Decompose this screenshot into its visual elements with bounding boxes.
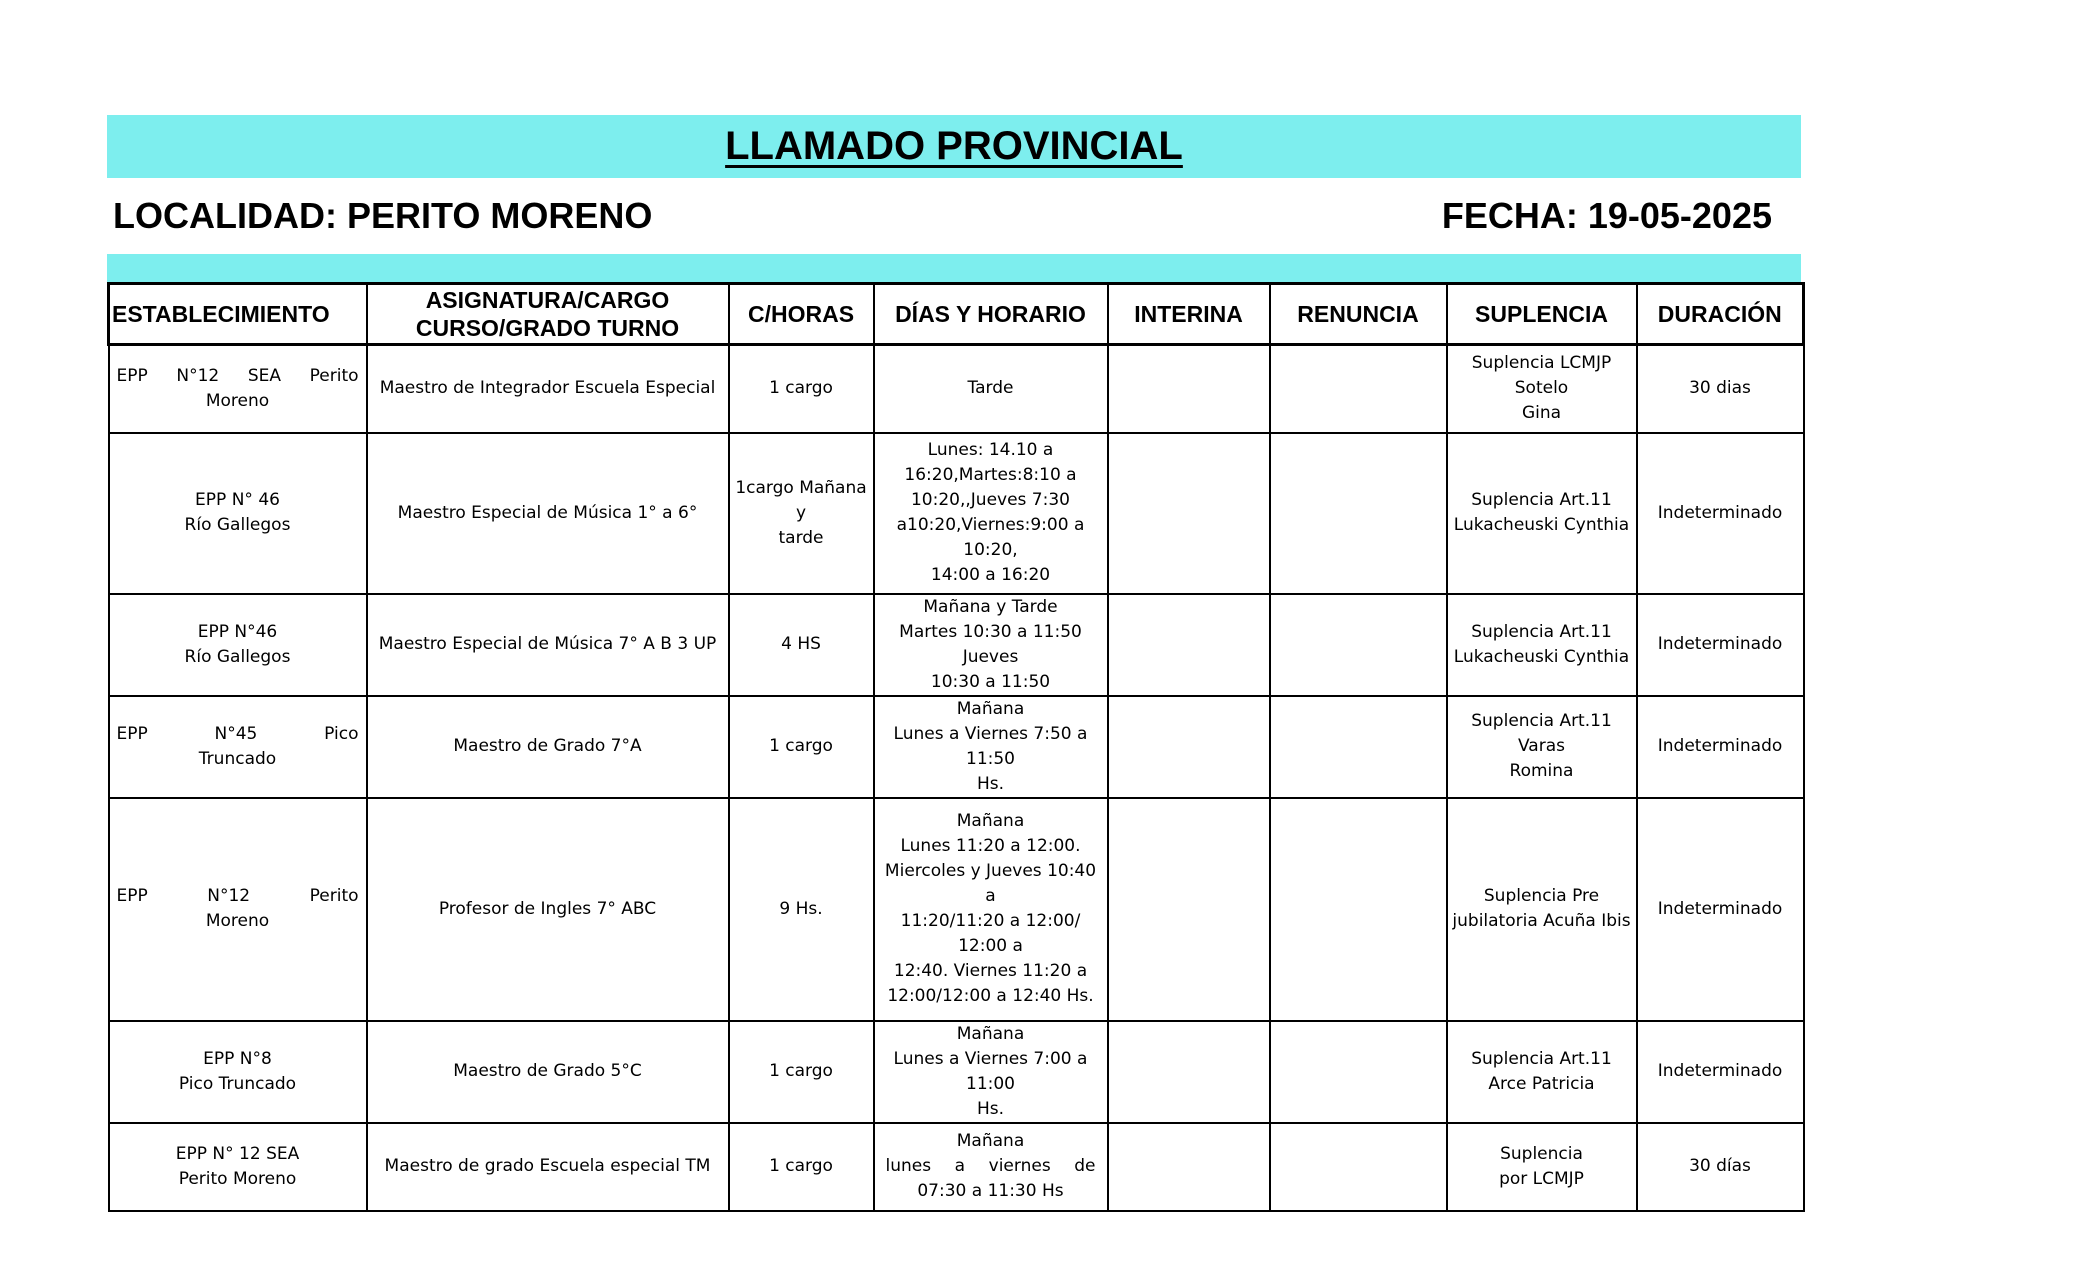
cell-duracion: 30 días [1637, 1123, 1804, 1211]
establecimiento-line2: Moreno [205, 390, 270, 411]
cell-renuncia [1270, 798, 1447, 1021]
suplencia-line2: jubilatoria Acuña Ibis [1452, 911, 1631, 931]
dias-line1: Mañana [956, 811, 1025, 831]
header-asignatura [367, 284, 729, 345]
cell-dias [874, 1123, 1108, 1211]
establecimiento-line1 [113, 364, 363, 389]
cell-renuncia [1270, 345, 1447, 433]
cell-duracion: Indeterminado [1637, 798, 1804, 1021]
cell-establecimiento [109, 1123, 367, 1211]
establecimiento-town-part: Perito [309, 886, 359, 906]
cell-asignatura: Maestro de Grado 5°C [367, 1021, 729, 1123]
choras-line1: 1cargo Mañana y [735, 477, 867, 523]
dias-line5: 14:00 a 16:20 [930, 565, 1051, 585]
cell-duracion: Indeterminado [1637, 696, 1804, 798]
cell-renuncia [1270, 433, 1447, 594]
dias-line3: Hs. [976, 773, 1005, 794]
choras-line1: 1 cargo [769, 1061, 833, 1081]
table-row [109, 798, 1804, 1021]
dias-line1: Mañana [956, 1131, 1025, 1151]
cell-establecimiento [109, 1021, 367, 1123]
establecimiento-line1 [113, 884, 363, 909]
header-asignatura-line2: CURSO/GRADO TURNO [415, 315, 680, 341]
table-row [109, 345, 1804, 433]
dias-line3: 10:20,,Jueves 7:30 [910, 490, 1070, 510]
cell-dias [874, 433, 1108, 594]
dias-line3: Miercoles y Jueves 10:40 a [884, 861, 1097, 906]
establecimiento-town-part: Perito [309, 365, 359, 386]
cell-choras [729, 696, 874, 798]
dias-line3: 07:30 a 11:30 Hs [917, 1181, 1064, 1201]
suplencia-line2: por LCMJP [1499, 1168, 1584, 1189]
dias-line2: Lunes 11:20 a 12:00. [900, 836, 1081, 856]
header-band [107, 254, 1801, 282]
cell-asignatura: Maestro de Integrador Escuela Especial [367, 345, 729, 433]
cell-duracion: Indeterminado [1637, 594, 1804, 696]
suplencia-line1: Suplencia LCMJP Sotelo [1471, 353, 1612, 399]
dias-line1: Mañana [956, 1023, 1025, 1044]
choras-line1: 1 cargo [769, 378, 833, 399]
establecimiento-line2: Río Gallegos [184, 646, 291, 667]
cell-suplencia [1447, 1021, 1637, 1123]
establecimiento-town-part: Pico [324, 723, 359, 744]
header-dias: DÍAS Y HORARIO [874, 284, 1108, 345]
suplencia-line1: Suplencia [1500, 1143, 1583, 1164]
cell-renuncia [1270, 696, 1447, 798]
cell-choras [729, 345, 874, 433]
cell-choras [729, 433, 874, 594]
choras-line1: 4 HS [781, 634, 821, 654]
cell-renuncia [1270, 594, 1447, 696]
dias-line6: 12:00/12:00 a 12:40 Hs. [887, 986, 1094, 1006]
cell-duracion: Indeterminado [1637, 433, 1804, 594]
cell-establecimiento [109, 433, 367, 594]
dias-line2: Lunes a Viernes 7:00 a 11:00 [893, 1048, 1088, 1094]
cell-establecimiento [109, 798, 367, 1021]
cell-choras [729, 1123, 874, 1211]
dias-line4: 11:20/11:20 a 12:00/ 12:00 a [900, 911, 1081, 956]
table-row [109, 696, 1804, 798]
cell-establecimiento [109, 345, 367, 433]
suplencia-line1: Suplencia Art.11 [1471, 1048, 1612, 1069]
cell-suplencia [1447, 696, 1637, 798]
cell-interina [1108, 798, 1270, 1021]
choras-line2: tarde [778, 527, 824, 548]
dias-line2: Martes 10:30 a 11:50 Jueves [899, 621, 1082, 667]
header-interina: INTERINA [1108, 284, 1270, 345]
cell-suplencia [1447, 1123, 1637, 1211]
establecimiento-line2: Perito Moreno [178, 1168, 297, 1189]
page-title: LLAMADO PROVINCIAL [725, 124, 1183, 168]
title-band [107, 115, 1801, 178]
table-row [109, 594, 1804, 696]
table-row [109, 433, 1804, 594]
header-asignatura-line1: ASIGNATURA/CARGO [425, 287, 670, 313]
establecimiento-line1: EPP N°46 [197, 621, 278, 642]
cell-interina [1108, 696, 1270, 798]
locality-row [107, 190, 1801, 242]
dias-line1: Tarde [967, 378, 1014, 399]
suplencia-line1: Suplencia Pre [1483, 886, 1600, 906]
cell-renuncia [1270, 1123, 1447, 1211]
suplencia-line2: Lukacheuski Cynthia [1453, 515, 1630, 535]
dias-line2: Lunes a Viernes 7:50 a 11:50 [893, 723, 1088, 769]
establecimiento-name: EPP N°12 SEA [116, 365, 281, 386]
suplencia-line2: Gina [1521, 403, 1562, 424]
localidad-label: LOCALIDAD: PERITO MORENO [113, 195, 653, 236]
suplencia-line2: Romina [1509, 761, 1574, 781]
cell-dias [874, 345, 1108, 433]
cell-renuncia [1270, 1021, 1447, 1123]
establecimiento-line2: Pico Truncado [178, 1073, 297, 1094]
table-row [109, 1123, 1804, 1211]
cell-asignatura: Maestro Especial de Música 7° A B 3 UP [367, 594, 729, 696]
dias-line1: Lunes: 14.10 a [927, 440, 1054, 460]
cell-suplencia [1447, 433, 1637, 594]
establecimiento-line2: Río Gallegos [184, 515, 291, 535]
cell-dias [874, 594, 1108, 696]
establecimiento-line2: Moreno [205, 911, 270, 931]
suplencia-line1: Suplencia Art.11 [1471, 621, 1612, 642]
cell-interina [1108, 433, 1270, 594]
establecimiento-line1: EPP N°8 [203, 1048, 272, 1069]
establecimiento-name: EPP N°12 [116, 886, 251, 906]
cell-choras [729, 594, 874, 696]
cell-dias [874, 696, 1108, 798]
establecimiento-line2: Truncado [198, 748, 277, 769]
dias-line3: 10:30 a 11:50 [930, 671, 1051, 692]
cell-dias [874, 798, 1108, 1021]
dias-line5: 12:40. Viernes 11:20 a [893, 961, 1088, 981]
positions-table [107, 282, 1805, 1212]
establecimiento-line1: EPP N° 46 [195, 490, 280, 510]
cell-dias [874, 1021, 1108, 1123]
table-header-row [109, 284, 1804, 345]
cell-establecimiento [109, 696, 367, 798]
suplencia-line2: Lukacheuski Cynthia [1453, 646, 1630, 667]
dias-line2-start: lunes a viernes [885, 1156, 1051, 1176]
cell-asignatura: Maestro Especial de Música 1° a 6° [367, 433, 729, 594]
establecimiento-line1 [113, 722, 363, 747]
header-duracion: DURACIÓN [1637, 284, 1804, 345]
cell-interina [1108, 1021, 1270, 1123]
header-renuncia: RENUNCIA [1270, 284, 1447, 345]
cell-asignatura: Maestro de Grado 7°A [367, 696, 729, 798]
cell-suplencia [1447, 798, 1637, 1021]
choras-line1: 1 cargo [769, 736, 833, 756]
dias-line2: 16:20,Martes:8:10 a [904, 465, 1077, 485]
cell-interina [1108, 345, 1270, 433]
cell-asignatura: Maestro de grado Escuela especial TM [367, 1123, 729, 1211]
establecimiento-name: EPP N°45 [116, 723, 258, 744]
cell-establecimiento [109, 594, 367, 696]
cell-choras [729, 1021, 874, 1123]
cell-asignatura: Profesor de Ingles 7° ABC [367, 798, 729, 1021]
cell-interina [1108, 594, 1270, 696]
dias-line4: a10:20,Viernes:9:00 a 10:20, [896, 515, 1085, 560]
suplencia-line2: Arce Patricia [1488, 1073, 1595, 1094]
header-choras: C/HORAS [729, 284, 874, 345]
table-row [109, 1021, 1804, 1123]
dias-line2 [878, 1154, 1104, 1179]
dias-line1: Mañana y Tarde [923, 596, 1058, 617]
cell-duracion: Indeterminado [1637, 1021, 1804, 1123]
establecimiento-line1: EPP N° 12 SEA [175, 1143, 300, 1164]
suplencia-line1: Suplencia Art.11 Varas [1471, 711, 1612, 756]
dias-line2-end: de [1074, 1156, 1096, 1176]
header-establecimiento: ESTABLECIMIENTO [109, 284, 367, 345]
cell-interina [1108, 1123, 1270, 1211]
dias-line1: Mañana [956, 698, 1025, 719]
choras-line1: 9 Hs. [779, 898, 823, 919]
cell-duracion: 30 dias [1637, 345, 1804, 433]
header-suplencia: SUPLENCIA [1447, 284, 1637, 345]
cell-suplencia [1447, 594, 1637, 696]
cell-choras [729, 798, 874, 1021]
suplencia-line1: Suplencia Art.11 [1471, 490, 1612, 510]
dias-line3: Hs. [976, 1098, 1005, 1119]
fecha-label: FECHA: 19-05-2025 [1441, 195, 1772, 236]
cell-suplencia [1447, 345, 1637, 433]
choras-line1: 1 cargo [769, 1156, 833, 1176]
